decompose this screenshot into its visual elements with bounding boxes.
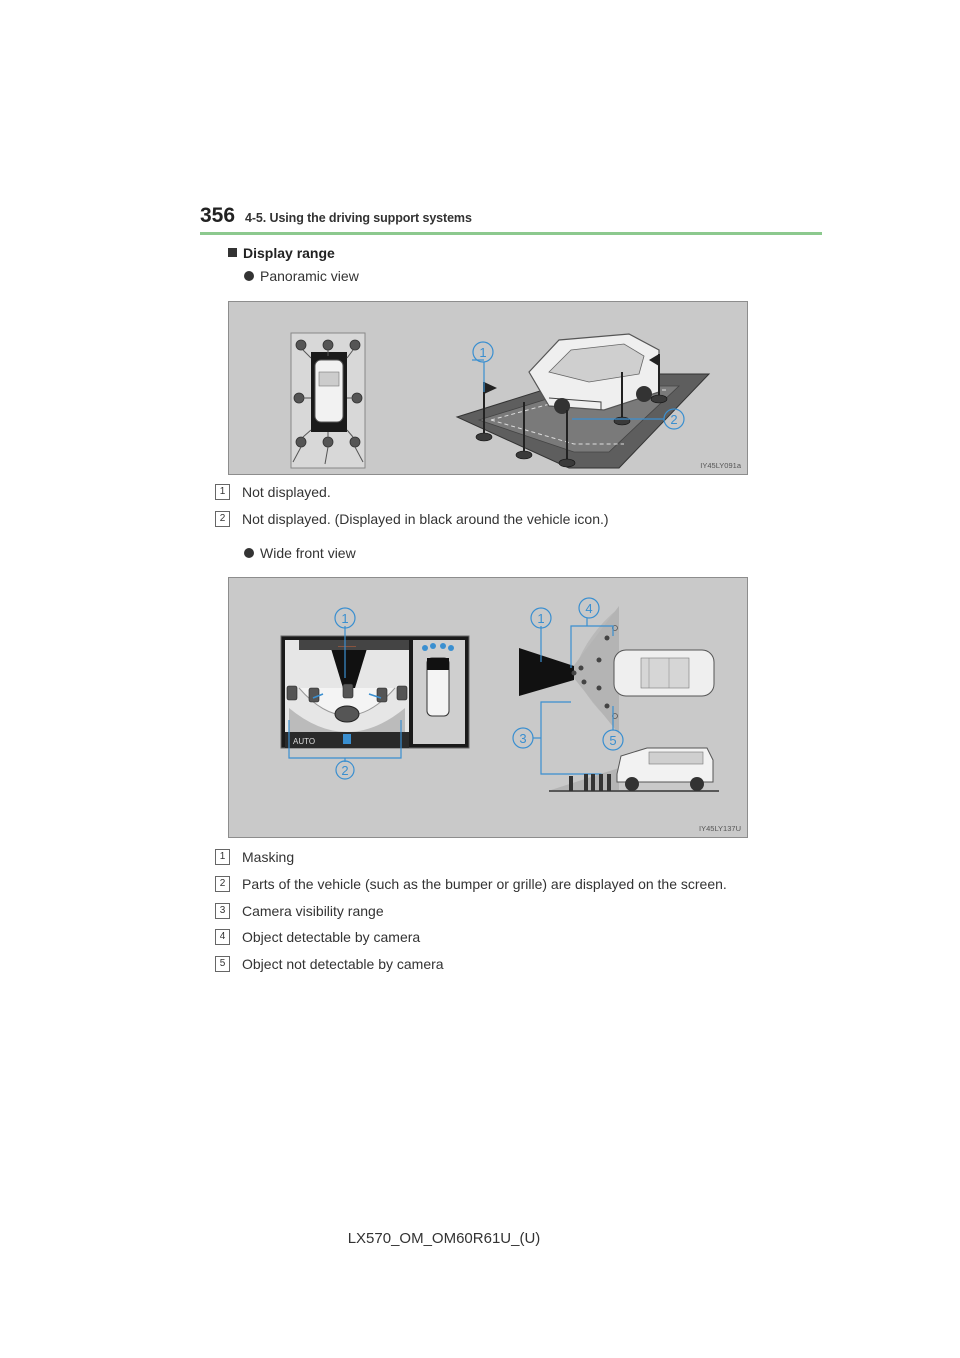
wide-callout-2: 2	[341, 763, 349, 778]
wide-front-illustration	[229, 578, 749, 839]
legend-number: 3	[215, 903, 230, 919]
panoramic-view-label: Panoramic view	[260, 268, 359, 284]
legend-number: 1	[215, 484, 230, 500]
wide-callout-1-left: 1	[341, 611, 349, 626]
header-rule	[200, 232, 822, 235]
legend-text: Object detectable by camera	[242, 929, 421, 945]
document-code-footer	[0, 1230, 960, 1247]
wide-callout-5: 5	[609, 733, 617, 748]
bullet-dot-icon	[244, 271, 254, 281]
legend-text: Camera visibility range	[242, 903, 384, 919]
wide-callout-1-right: 1	[537, 611, 545, 626]
wide-callout-3: 3	[519, 731, 527, 746]
legend-text: Masking	[242, 849, 295, 865]
legend-text: Parts of the vehicle (such as the bumper or grille) are displayed on the screen.	[242, 876, 727, 892]
screen-auto-label: AUTO	[293, 737, 316, 746]
panoramic-callout-1: 1	[479, 345, 487, 360]
legend-text: Not displayed.	[242, 484, 331, 500]
square-bullet-icon	[228, 248, 237, 257]
svg-text:———: ———	[338, 644, 356, 650]
wide-front-view-label: Wide front view	[260, 545, 356, 561]
legend-number: 2	[215, 511, 230, 527]
footer-code: LX570_OM_OM60R61U_(U)	[347, 1230, 541, 1247]
panoramic-view-figure	[228, 301, 748, 475]
panoramic-view-bullet	[244, 268, 359, 284]
heading-text: Display range	[243, 245, 335, 261]
legend-number: 1	[215, 849, 230, 865]
section-title: 4-5. Using the driving support systems	[245, 211, 472, 225]
legend-number: 5	[215, 956, 230, 972]
page-number: 356	[200, 204, 236, 227]
wide-front-view-bullet	[244, 545, 356, 561]
panoramic-illustration	[229, 302, 749, 476]
panoramic-figure-code: IY45LY091a	[700, 461, 741, 470]
wide-front-figure-code: IY45LY137U	[699, 824, 741, 833]
legend-number: 2	[215, 876, 230, 892]
wide-front-view-figure	[228, 577, 748, 838]
bullet-dot-icon	[244, 548, 254, 558]
legend-number: 4	[215, 929, 230, 945]
panoramic-callout-2: 2	[670, 412, 678, 427]
legend-text: Not displayed. (Displayed in black around the vehicle icon.)	[242, 511, 609, 527]
wide-callout-4: 4	[585, 601, 593, 616]
legend-text: Object not detectable by camera	[242, 956, 444, 972]
display-range-heading	[228, 245, 335, 261]
